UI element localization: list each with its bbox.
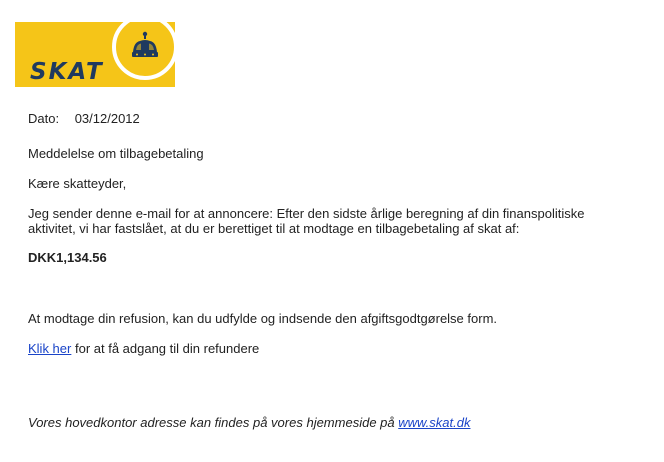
greeting: Kære skatteyder, — [28, 176, 127, 191]
instruction-text: At modtage din refusion, kan du udfylde og indsende den afgiftsgodtgørelse form. — [28, 311, 498, 326]
footer-text: Vores hovedkontor adresse kan findes på vores hjemmeside på — [28, 415, 399, 430]
date-line — [28, 111, 140, 126]
skat-logo — [15, 22, 175, 87]
refund-amount: DKK1,134.56 — [28, 250, 107, 265]
crown-icon — [120, 22, 170, 72]
logo-wordmark: SKAT — [30, 59, 104, 85]
website-link[interactable]: www.skat.dk — [398, 415, 471, 430]
date-value: 03/12/2012 — [74, 111, 140, 126]
footer-line — [28, 415, 470, 430]
klik-her-link[interactable]: Klik her — [28, 341, 72, 356]
date-label: Dato: — [28, 111, 60, 126]
refund-link-line — [28, 341, 259, 356]
email-subject: Meddelelse om tilbagebetaling — [28, 146, 204, 161]
link-suffix: for at få adgang til din refundere — [71, 341, 260, 356]
body-paragraph: Jeg sender denne e-mail for at annoncere: Efter den sidste årlige beregning af din finanspolitiske aktivitet, vi har fastslået, at du er berettiget til at modtage en tilbagebetaling af skat af: — [28, 206, 585, 236]
